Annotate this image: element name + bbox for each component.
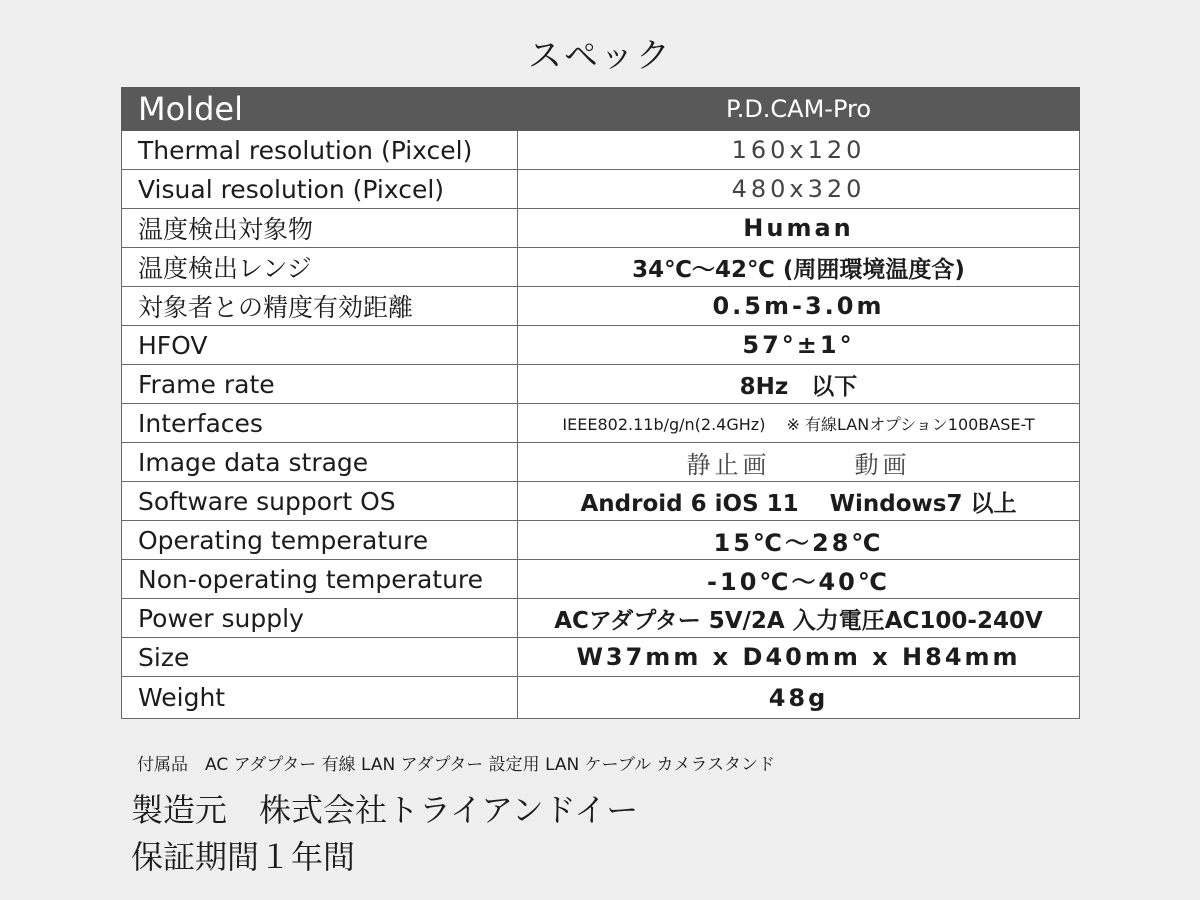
row-label: 温度検出レンジ <box>122 248 518 287</box>
row-label: Thermal resolution (Pixcel) <box>122 131 518 170</box>
table-row <box>122 677 1080 719</box>
row-value: 160x120 <box>518 131 1080 170</box>
spec-table <box>121 87 1080 719</box>
row-label: HFOV <box>122 326 518 365</box>
model-value: P.D.CAM-Pro <box>518 88 1080 131</box>
row-label: 温度検出対象物 <box>122 209 518 248</box>
row-value: W37mm x D40mm x H84mm <box>518 638 1080 677</box>
row-label: Frame rate <box>122 365 518 404</box>
accessories-note: 付属品 AC アダプター 有線 LAN アダプター 設定用 LAN ケーブル カメラスタンド <box>137 755 776 775</box>
table-row <box>122 287 1080 326</box>
table-row <box>122 560 1080 599</box>
row-value: 静止画 動画 <box>518 443 1080 482</box>
row-label: Image data strage <box>122 443 518 482</box>
row-label: Visual resolution (Pixcel) <box>122 170 518 209</box>
row-value: -10℃～40℃ <box>518 560 1080 599</box>
row-value: 8Hz 以下 <box>518 365 1080 404</box>
table-row <box>122 170 1080 209</box>
row-value: 15℃～28℃ <box>518 521 1080 560</box>
row-label: Operating temperature <box>122 521 518 560</box>
table-row <box>122 209 1080 248</box>
table-row <box>122 482 1080 521</box>
row-value: ACアダプター 5V/2A 入力電圧AC100-240V <box>518 599 1080 638</box>
table-row <box>122 404 1080 443</box>
row-value: 0.5m-3.0m <box>518 287 1080 326</box>
table-row <box>122 521 1080 560</box>
table-row <box>122 638 1080 677</box>
manufacturer-text: 製造元 株式会社トライアンドイー <box>131 791 639 829</box>
row-value: 34℃～42℃ (周囲環境温度含) <box>518 248 1080 287</box>
row-value: 480x320 <box>518 170 1080 209</box>
table-row <box>122 248 1080 287</box>
row-value: 57°±1° <box>518 326 1080 365</box>
table-row <box>122 326 1080 365</box>
warranty-text: 保証期間１年間 <box>131 838 356 876</box>
row-label: Power supply <box>122 599 518 638</box>
row-label: 対象者との精度有効距離 <box>122 287 518 326</box>
row-label: Size <box>122 638 518 677</box>
row-label: Non-operating temperature <box>122 560 518 599</box>
model-label: Moldel <box>122 88 518 131</box>
table-header-row <box>122 88 1080 131</box>
table-row <box>122 131 1080 170</box>
row-value: Android 6 iOS 11 Windows7 以上 <box>518 482 1080 521</box>
row-value: 48g <box>518 677 1080 719</box>
page-title: スペック <box>528 36 672 76</box>
table-row <box>122 365 1080 404</box>
table-row <box>122 599 1080 638</box>
row-label: Interfaces <box>122 404 518 443</box>
row-label: Software support OS <box>122 482 518 521</box>
table-row <box>122 443 1080 482</box>
row-value: Human <box>518 209 1080 248</box>
row-value: IEEE802.11b/g/n(2.4GHz) ※ 有線LANオプション100BASE-T <box>518 404 1080 443</box>
row-label: Weight <box>122 677 518 719</box>
